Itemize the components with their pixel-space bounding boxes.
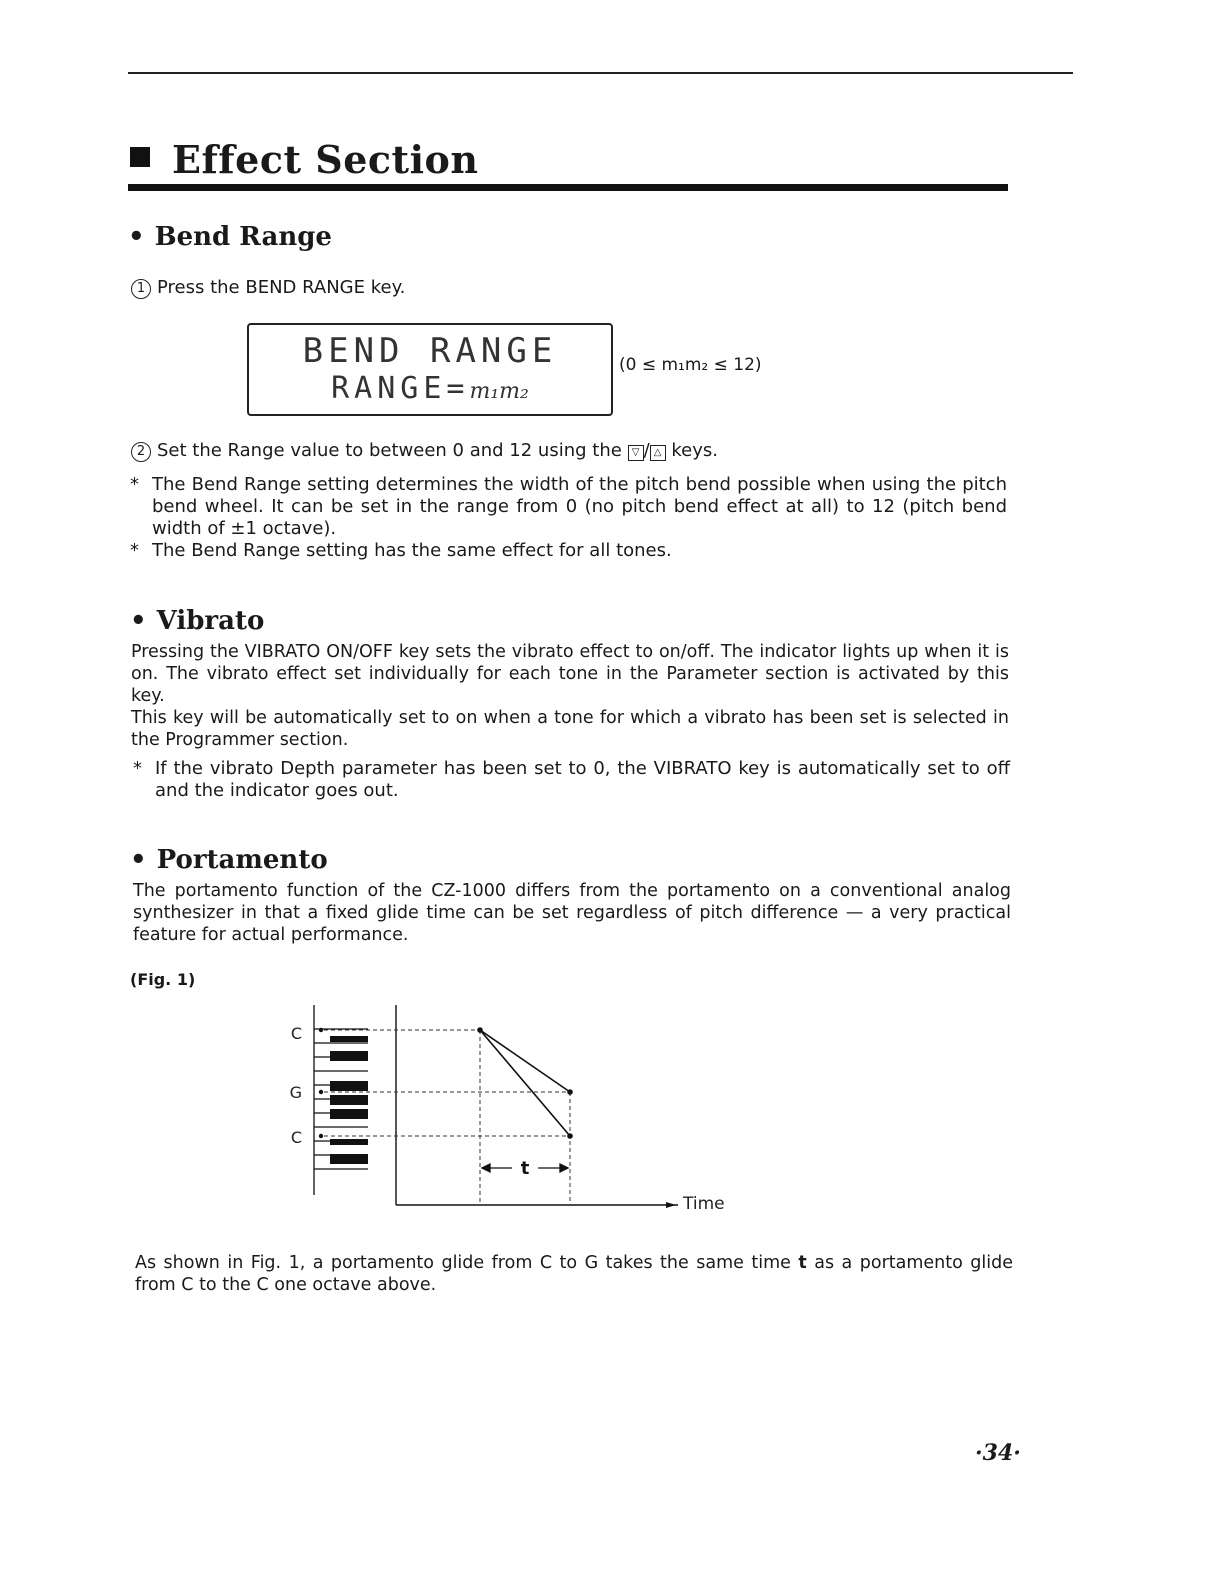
- vibrato-note: * If the vibrato Depth parameter has been set to 0, the VIBRATO key is automatically set to off and the indicator goes out.: [133, 758, 1010, 801]
- bend-note-2: * The Bend Range setting has the same effect for all tones.: [130, 540, 672, 561]
- note-c-high-label: C: [290, 1024, 302, 1043]
- step-number-1: 1: [131, 279, 151, 299]
- vibrato-para-2: This key will be automatically set to on when a tone for which a vibrato has been set is selected in the Programmer section.: [131, 708, 1009, 750]
- asterisk-icon: *: [133, 758, 142, 779]
- fig-label: (Fig. 1): [130, 970, 196, 989]
- note-g-label: G: [289, 1083, 302, 1102]
- page-number: ·34·: [975, 1440, 1021, 1466]
- bend-range-heading: • Bend Range: [128, 222, 332, 252]
- glide-lines: [480, 1030, 570, 1136]
- up-key-icon: △: [650, 445, 666, 461]
- graph-axes: [396, 1005, 678, 1205]
- bullet-icon: •: [128, 222, 145, 252]
- asterisk-icon: *: [130, 540, 139, 561]
- portamento-para: The portamento function of the CZ-1000 differs from the portamento on a conventional analog synthesizer in that a fixed glide time can be set regardless of pitch difference — a very practical feature for actual performance.: [133, 881, 1011, 945]
- time-label: Time: [683, 1194, 725, 1214]
- range-note: (0 ≤ m₁m₂ ≤ 12): [619, 355, 762, 375]
- portamento-figure: [280, 995, 750, 1220]
- t-label: t: [520, 1158, 530, 1179]
- title-rule: [128, 184, 1008, 191]
- lcd-line-2: RANGE=m₁m₂: [331, 371, 529, 406]
- bend-note-1: * The Bend Range setting determines the width of the pitch bend possible when using the pitch bend wheel. It can be set in the range from 0 (no pitch bend effect at all) to 12 (pitch bend width of ±1 octave).: [130, 474, 1007, 539]
- top-rule: [128, 72, 1073, 74]
- lcd-line-1: BEND RANGE: [302, 331, 558, 371]
- step-number-2: 2: [131, 442, 151, 462]
- vibrato-heading: • Vibrato: [130, 606, 265, 636]
- vibrato-para-1: Pressing the VIBRATO ON/OFF key sets the vibrato effect to on/off. The indicator lights up when it is on. The vibrato effect set individually for each tone in the Parameter section is activated by this key.: [131, 642, 1009, 706]
- black-keys: [330, 1036, 368, 1164]
- bend-step-1: 1 Press the BEND RANGE key.: [131, 277, 405, 299]
- bullet-icon: •: [130, 845, 147, 875]
- bullet-icon: •: [130, 606, 147, 636]
- bend-step-2: 2 Set the Range value to between 0 and 12 using the ▽ / △ keys.: [131, 440, 718, 462]
- down-key-icon: ▽: [628, 445, 644, 461]
- note-dots: [319, 1028, 323, 1138]
- lcd-display: [247, 323, 613, 416]
- time-arrow-icon: [666, 1202, 676, 1208]
- lcd-value: m₁m₂: [469, 379, 529, 404]
- section-title: Effect Section: [130, 134, 478, 186]
- note-c-low-label: C: [290, 1128, 302, 1147]
- square-bullet-icon: [130, 147, 150, 167]
- portamento-conclusion: As shown in Fig. 1, a portamento glide from C to G takes the same time t as a portamento glide from C to the C one octave above.: [135, 1253, 1014, 1295]
- portamento-heading: • Portamento: [130, 845, 328, 875]
- asterisk-icon: *: [130, 474, 139, 495]
